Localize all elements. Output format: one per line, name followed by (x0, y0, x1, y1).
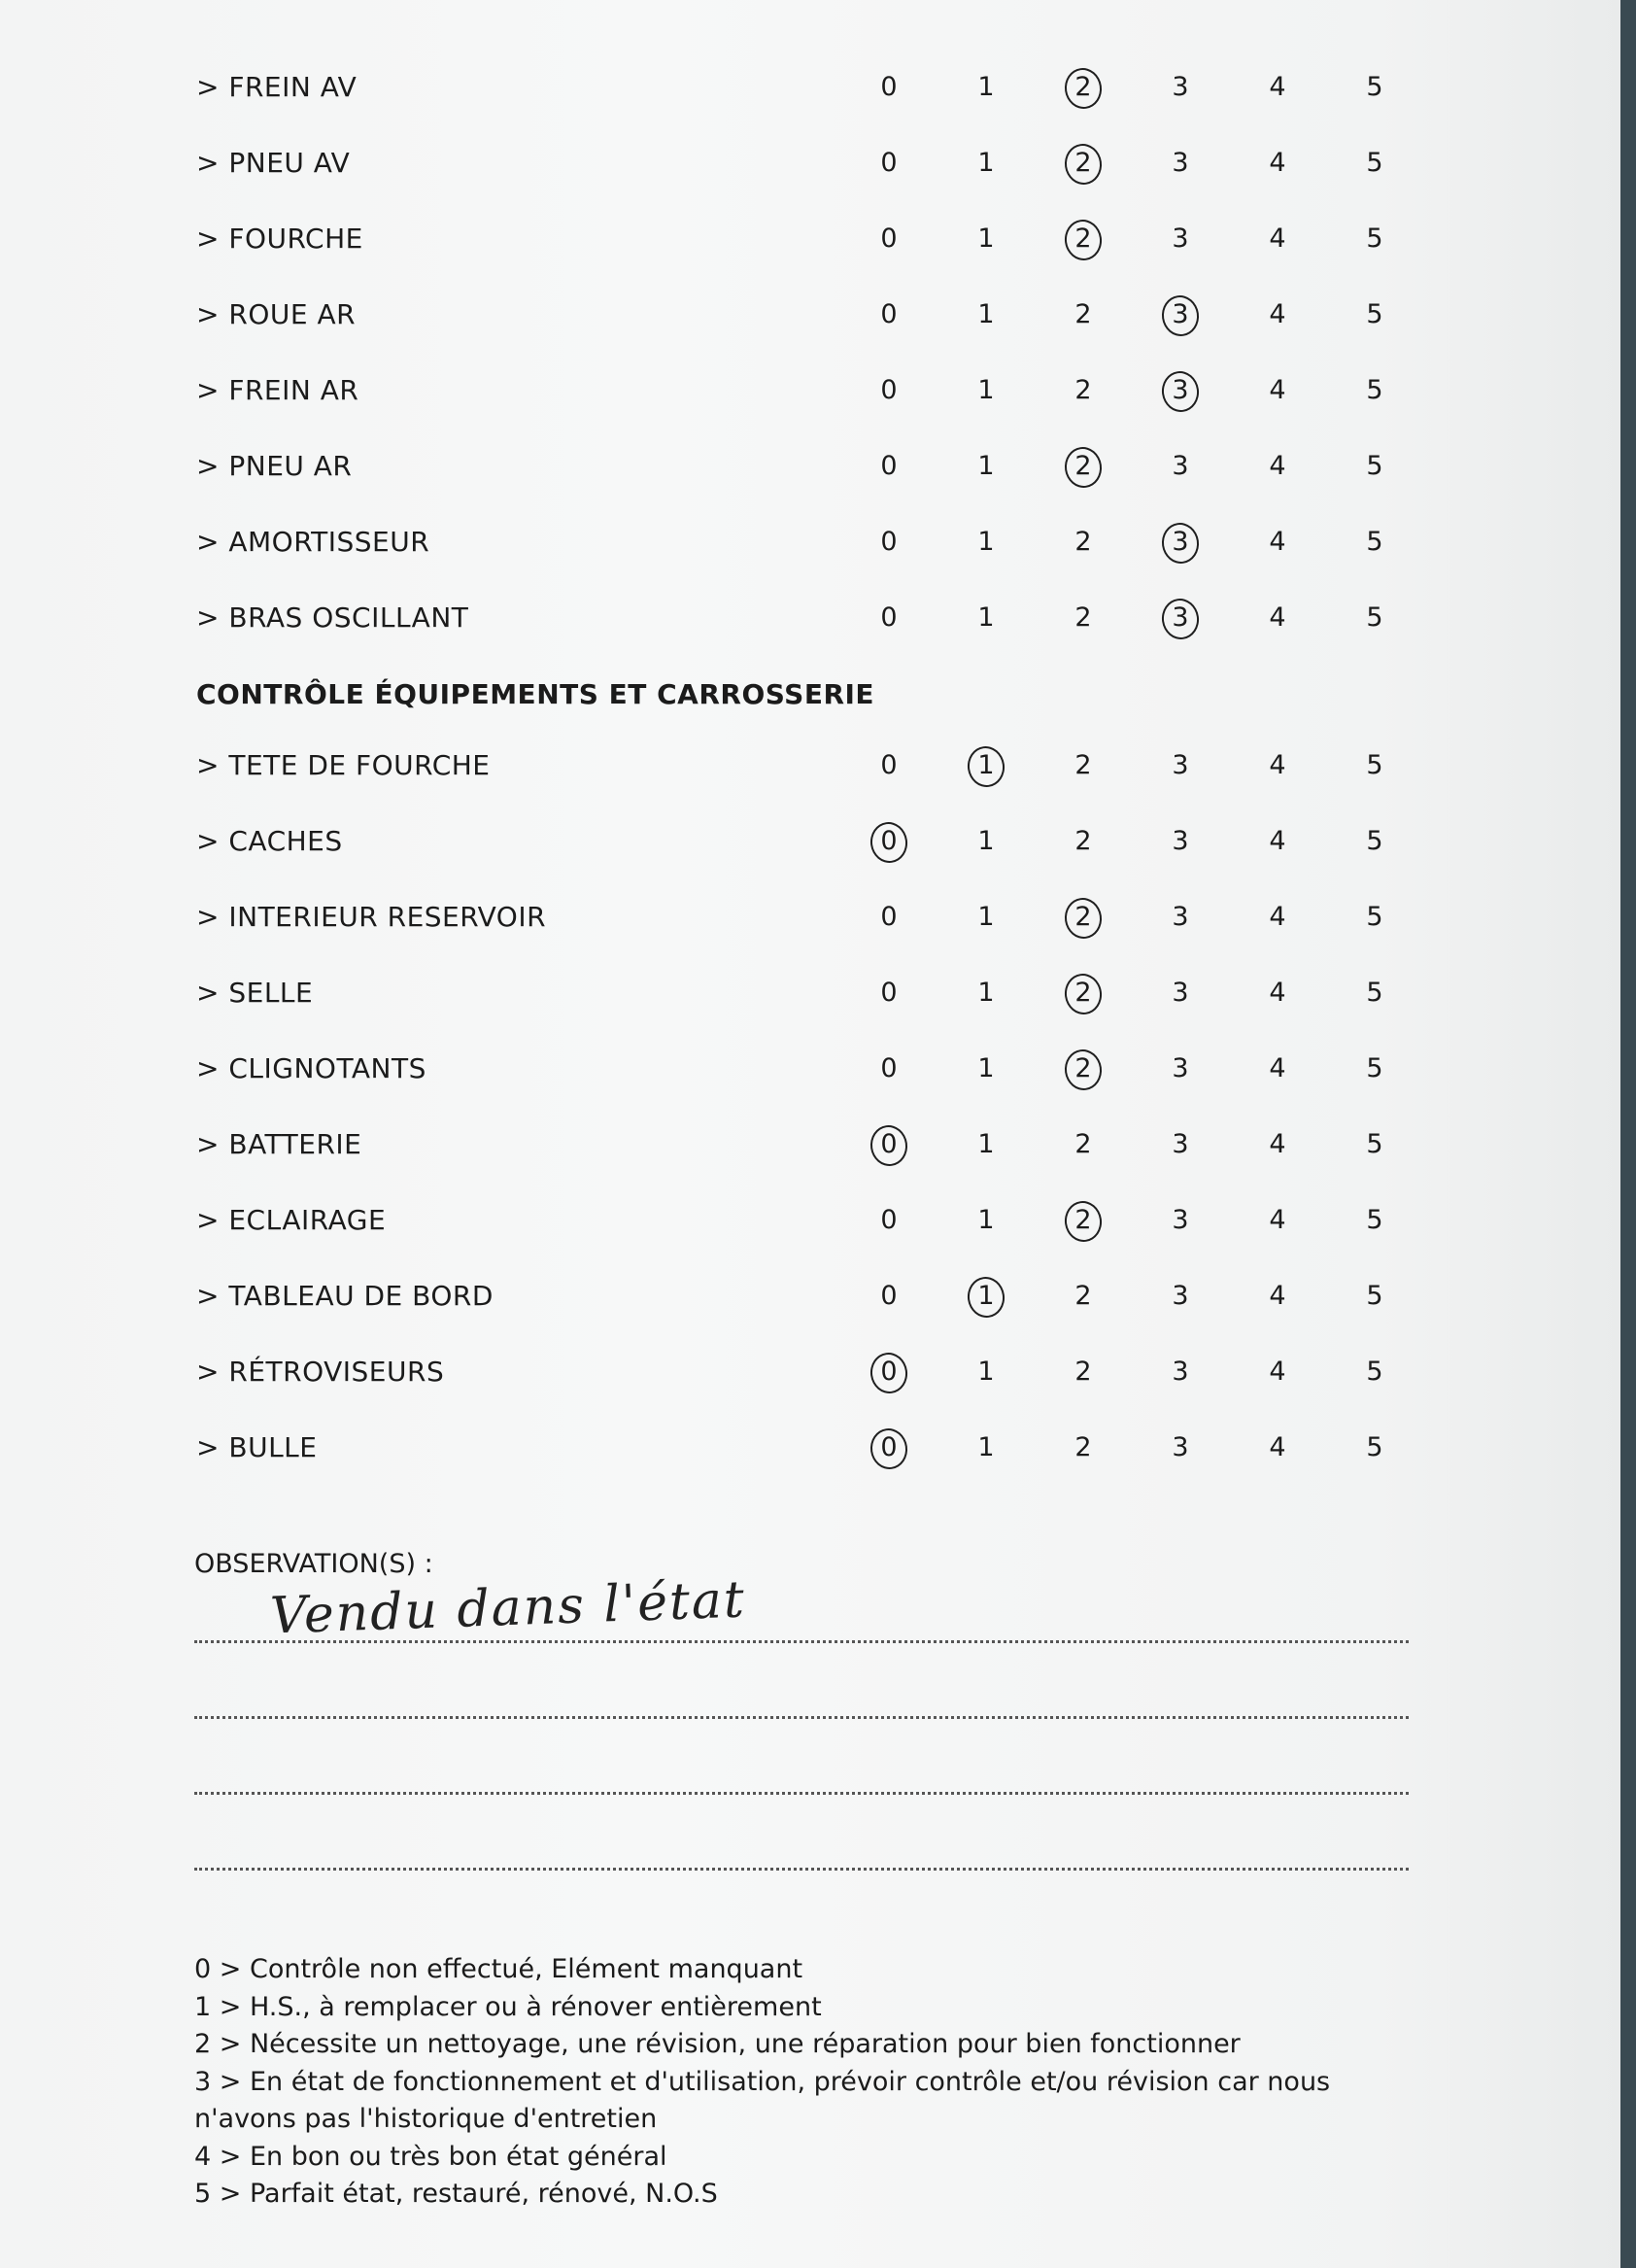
score-option: 3 (1172, 1205, 1189, 1235)
score-option: 4 (1269, 1205, 1286, 1235)
score-option: 4 (1269, 1357, 1286, 1387)
rating-legend (194, 1951, 1418, 2214)
legend-item: 0 > Contrôle non effectué, Elément manquant (194, 1954, 803, 1984)
score-option: 2 (1074, 527, 1092, 557)
score-option: 1 (977, 902, 995, 932)
score-option: 3 (1172, 451, 1189, 481)
score-option: 5 (1366, 1432, 1383, 1462)
score-option: 1 (977, 375, 995, 405)
checklist-row (0, 134, 1554, 192)
legend-item: 4 > En bon ou très bon état général (194, 2141, 667, 2172)
score-option: 5 (1366, 375, 1383, 405)
score-option: 3 (1172, 1053, 1189, 1083)
score-circled: 3 (1161, 513, 1200, 571)
observation-line (194, 1640, 1409, 1643)
score-option: 3 (1172, 1357, 1189, 1387)
score-option: 1 (977, 826, 995, 856)
checklist-item-label: > FOURCHE (196, 223, 363, 255)
score-option: 5 (1366, 451, 1383, 481)
checklist-row (0, 361, 1554, 420)
checklist-item-label: > TETE DE FOURCHE (196, 749, 491, 781)
score-option: 0 (880, 750, 898, 780)
score-circled: 1 (967, 737, 1005, 795)
checklist-item-label: > SELLE (196, 977, 314, 1009)
score-option: 5 (1366, 299, 1383, 329)
score-option: 5 (1366, 1129, 1383, 1159)
score-option: 3 (1172, 72, 1189, 102)
checklist-row (0, 286, 1554, 344)
score-option: 3 (1172, 902, 1189, 932)
checklist-row (0, 1267, 1554, 1325)
checklist-item-label: > ECLAIRAGE (196, 1204, 387, 1236)
score-option: 4 (1269, 299, 1286, 329)
legend-item: 5 > Parfait état, restauré, rénové, N.O.S (194, 2179, 718, 2209)
checklist-item-label: > PNEU AR (196, 450, 353, 482)
score-circled: 0 (869, 1419, 908, 1477)
score-option: 0 (880, 223, 898, 254)
score-circled: 2 (1064, 58, 1103, 117)
score-option: 0 (880, 148, 898, 178)
score-option: 0 (880, 1053, 898, 1083)
score-option: 5 (1366, 72, 1383, 102)
checklist-item-label: > TABLEAU DE BORD (196, 1280, 494, 1312)
score-option: 5 (1366, 1357, 1383, 1387)
checklist-item-label: > INTERIEUR RESERVOIR (196, 901, 547, 933)
checklist-row (0, 210, 1554, 268)
score-option: 1 (977, 978, 995, 1008)
score-option: 2 (1074, 1129, 1092, 1159)
checklist-item-label: > CACHES (196, 825, 343, 857)
checklist-row (0, 812, 1554, 871)
checklist-row (0, 1040, 1554, 1098)
score-option: 4 (1269, 902, 1286, 932)
checklist-row (0, 737, 1554, 795)
observations-handwritten-note: Vendu dans l'état (269, 1570, 747, 1646)
score-option: 5 (1366, 978, 1383, 1008)
score-option: 0 (880, 978, 898, 1008)
score-option: 2 (1074, 1281, 1092, 1311)
checklist-row (0, 888, 1554, 946)
score-circled: 0 (869, 1116, 908, 1174)
score-option: 5 (1366, 1281, 1383, 1311)
score-option: 3 (1172, 223, 1189, 254)
score-option: 4 (1269, 375, 1286, 405)
score-option: 1 (977, 1129, 995, 1159)
score-option: 3 (1172, 978, 1189, 1008)
score-option: 3 (1172, 826, 1189, 856)
score-option: 0 (880, 299, 898, 329)
checklist-item-label: > RÉTROVISEURS (196, 1356, 445, 1388)
score-option: 4 (1269, 527, 1286, 557)
score-circled: 3 (1161, 286, 1200, 344)
score-option: 4 (1269, 978, 1286, 1008)
score-option: 0 (880, 527, 898, 557)
score-option: 2 (1074, 750, 1092, 780)
score-option: 3 (1172, 1432, 1189, 1462)
score-circled: 1 (967, 1267, 1005, 1325)
section-title: CONTRÔLE ÉQUIPEMENTS ET CARROSSERIE (196, 678, 875, 710)
score-option: 4 (1269, 148, 1286, 178)
score-option: 5 (1366, 602, 1383, 633)
score-circled: 3 (1161, 361, 1200, 420)
checklist-item-label: > AMORTISSEUR (196, 526, 430, 558)
score-option: 2 (1074, 602, 1092, 633)
checklist-item-label: > BATTERIE (196, 1128, 362, 1160)
score-circled: 2 (1064, 1040, 1103, 1098)
checklist-row (0, 1116, 1554, 1174)
score-option: 4 (1269, 1129, 1286, 1159)
score-option: 4 (1269, 223, 1286, 254)
score-circled: 2 (1064, 134, 1103, 192)
observation-line (194, 1868, 1409, 1871)
score-option: 0 (880, 451, 898, 481)
score-option: 1 (977, 451, 995, 481)
score-option: 1 (977, 72, 995, 102)
score-option: 1 (977, 527, 995, 557)
checklist-item-label: > ROUE AR (196, 298, 357, 330)
observations-title: OBSERVATION(S) : (194, 1549, 433, 1579)
legend-item: 2 > Nécessite un nettoyage, une révision, une réparation pour bien fonctionner (194, 2029, 1241, 2059)
score-option: 4 (1269, 1281, 1286, 1311)
score-option: 5 (1366, 902, 1383, 932)
checklist-item-label: > BULLE (196, 1431, 318, 1463)
score-option: 0 (880, 602, 898, 633)
score-option: 3 (1172, 148, 1189, 178)
checklist-row (0, 589, 1554, 647)
checklist-item-label: > PNEU AV (196, 147, 351, 179)
score-option: 0 (880, 1205, 898, 1235)
score-option: 5 (1366, 750, 1383, 780)
checklist-row (0, 1191, 1554, 1250)
checklist-row (0, 58, 1554, 117)
checklist-item-label: > CLIGNOTANTS (196, 1052, 426, 1084)
score-option: 4 (1269, 602, 1286, 633)
score-option: 1 (977, 148, 995, 178)
observation-line (194, 1792, 1409, 1795)
checklist-row (0, 1343, 1554, 1401)
score-option: 0 (880, 1281, 898, 1311)
score-option: 5 (1366, 223, 1383, 254)
score-circled: 2 (1064, 1191, 1103, 1250)
score-option: 0 (880, 72, 898, 102)
score-circled: 2 (1064, 210, 1103, 268)
legend-item: 3 > En état de fonctionnement et d'utilisation, prévoir contrôle et/ou révision car nous n'avons pas l'historique d'entretien (194, 2066, 1331, 2134)
score-option: 1 (977, 1053, 995, 1083)
legend-item: 1 > H.S., à remplacer ou à rénover entièrement (194, 1991, 822, 2022)
score-option: 5 (1366, 527, 1383, 557)
checklist-row (0, 513, 1554, 571)
checklist-row (0, 1419, 1554, 1477)
score-option: 4 (1269, 1432, 1286, 1462)
score-circled: 0 (869, 1343, 908, 1401)
checklist-item-label: > FREIN AV (196, 71, 358, 103)
score-option: 5 (1366, 826, 1383, 856)
score-option: 4 (1269, 750, 1286, 780)
score-option: 4 (1269, 72, 1286, 102)
checklist-item-label: > BRAS OSCILLANT (196, 601, 469, 634)
score-option: 3 (1172, 750, 1189, 780)
score-option: 2 (1074, 375, 1092, 405)
score-circled: 3 (1161, 589, 1200, 647)
checklist-item-label: > FREIN AR (196, 374, 359, 406)
score-option: 3 (1172, 1281, 1189, 1311)
score-option: 4 (1269, 1053, 1286, 1083)
score-option: 2 (1074, 826, 1092, 856)
score-option: 4 (1269, 451, 1286, 481)
score-option: 0 (880, 902, 898, 932)
score-option: 3 (1172, 1129, 1189, 1159)
score-option: 4 (1269, 826, 1286, 856)
score-option: 2 (1074, 1432, 1092, 1462)
score-circled: 2 (1064, 964, 1103, 1022)
score-option: 1 (977, 1432, 995, 1462)
score-option: 2 (1074, 299, 1092, 329)
score-option: 2 (1074, 1357, 1092, 1387)
score-circled: 2 (1064, 437, 1103, 496)
score-option: 1 (977, 223, 995, 254)
score-option: 5 (1366, 1053, 1383, 1083)
score-option: 0 (880, 375, 898, 405)
score-option: 1 (977, 1357, 995, 1387)
score-option: 5 (1366, 148, 1383, 178)
score-option: 1 (977, 299, 995, 329)
score-option: 5 (1366, 1205, 1383, 1235)
checklist-row (0, 964, 1554, 1022)
score-option: 1 (977, 602, 995, 633)
observation-line (194, 1716, 1409, 1719)
score-circled: 0 (869, 812, 908, 871)
score-circled: 2 (1064, 888, 1103, 946)
score-option: 1 (977, 1205, 995, 1235)
checklist-row (0, 437, 1554, 496)
